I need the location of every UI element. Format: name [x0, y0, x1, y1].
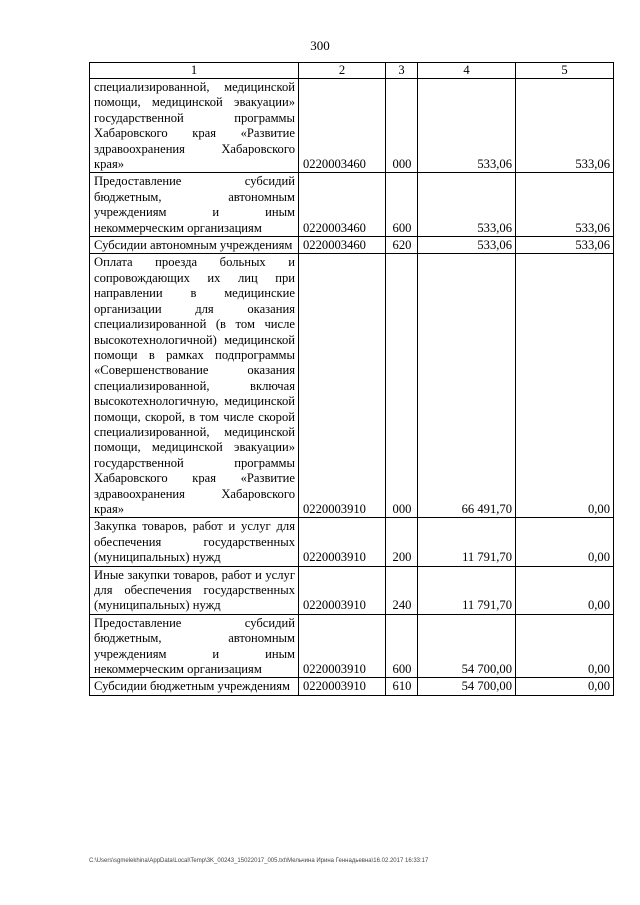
table-header-row	[90, 63, 614, 79]
row-sum-1-cell: 533,06	[418, 79, 516, 173]
row-sum-1-cell: 54 700,00	[418, 614, 516, 678]
table-row	[90, 237, 614, 254]
row-type-cell: 000	[386, 254, 418, 518]
row-type-cell: 000	[386, 79, 418, 173]
table-row	[90, 566, 614, 614]
row-name-cell: специализированной, медицинской помощи, медицинской эвакуации» государственной программы Хабаровского края «Развитие здравоохранения Хабаровского края»	[90, 79, 299, 173]
column-header: 5	[516, 63, 614, 79]
row-sum-2-cell: 0,00	[516, 566, 614, 614]
page-number: 300	[310, 38, 330, 53]
row-name-cell: Закупка товаров, работ и услуг для обеспечения государственных (муниципальных) нужд	[90, 518, 299, 566]
row-sum-2-cell: 533,06	[516, 79, 614, 173]
row-sum-1-cell: 11 791,70	[418, 566, 516, 614]
file-path-footer: C:\Users\sgmelekhina\AppData\Local\Temp\3K_00243_15022017_005.txt\Мельчина Ирина Геннадьевна\16.02.2017 16:33:17	[89, 858, 429, 864]
row-name-cell: Предоставление субсидий бюджетным, автономным учреждениям и иным некоммерческим организациям	[90, 173, 299, 237]
row-sum-1-cell: 533,06	[418, 237, 516, 254]
row-type-cell: 200	[386, 518, 418, 566]
row-name-cell: Иные закупки товаров, работ и услуг для обеспечения государственных (муниципальных) нужд	[90, 566, 299, 614]
row-sum-2-cell: 0,00	[516, 614, 614, 678]
budget-table	[89, 62, 614, 696]
column-header: 1	[90, 63, 299, 79]
table-row	[90, 518, 614, 566]
row-code-cell: 0220003910	[299, 254, 386, 518]
row-sum-2-cell: 0,00	[516, 678, 614, 695]
column-header: 2	[299, 63, 386, 79]
row-sum-1-cell: 11 791,70	[418, 518, 516, 566]
row-sum-1-cell: 533,06	[418, 173, 516, 237]
row-type-cell: 610	[386, 678, 418, 695]
row-code-cell: 0220003910	[299, 566, 386, 614]
row-code-cell: 0220003910	[299, 678, 386, 695]
row-sum-2-cell: 0,00	[516, 518, 614, 566]
table-row	[90, 614, 614, 678]
row-code-cell: 0220003460	[299, 237, 386, 254]
table-row	[90, 678, 614, 695]
row-name-cell: Субсидии автономным учреждениям	[90, 237, 299, 254]
table-row	[90, 254, 614, 518]
row-name-cell: Оплата проезда больных и сопровождающих их лиц при направлении в медицинские организации для оказания специализированной (в том числе высокотехнологичной) медицинской помощи в рамках подпрограммы «Совершенствование оказания специализированной, включая высокотехнологичную, медицинской помощи, скорой, в том числе скорой специализированной, медицинской помощи, медицинской эвакуации» государственной программы Хабаровского края «Развитие здравоохранения Хабаровского края»	[90, 254, 299, 518]
row-code-cell: 0220003460	[299, 79, 386, 173]
row-sum-2-cell: 533,06	[516, 173, 614, 237]
row-sum-1-cell: 66 491,70	[418, 254, 516, 518]
row-sum-1-cell: 54 700,00	[418, 678, 516, 695]
row-type-cell: 620	[386, 237, 418, 254]
table-row	[90, 79, 614, 173]
row-type-cell: 600	[386, 173, 418, 237]
row-sum-2-cell: 0,00	[516, 254, 614, 518]
row-type-cell: 600	[386, 614, 418, 678]
row-code-cell: 0220003910	[299, 614, 386, 678]
row-code-cell: 0220003910	[299, 518, 386, 566]
column-header: 4	[418, 63, 516, 79]
row-name-cell: Субсидии бюджетным учреждениям	[90, 678, 299, 695]
row-type-cell: 240	[386, 566, 418, 614]
table-row	[90, 173, 614, 237]
row-sum-2-cell: 533,06	[516, 237, 614, 254]
row-code-cell: 0220003460	[299, 173, 386, 237]
row-name-cell: Предоставление субсидий бюджетным, автономным учреждениям и иным некоммерческим организациям	[90, 614, 299, 678]
column-header: 3	[386, 63, 418, 79]
